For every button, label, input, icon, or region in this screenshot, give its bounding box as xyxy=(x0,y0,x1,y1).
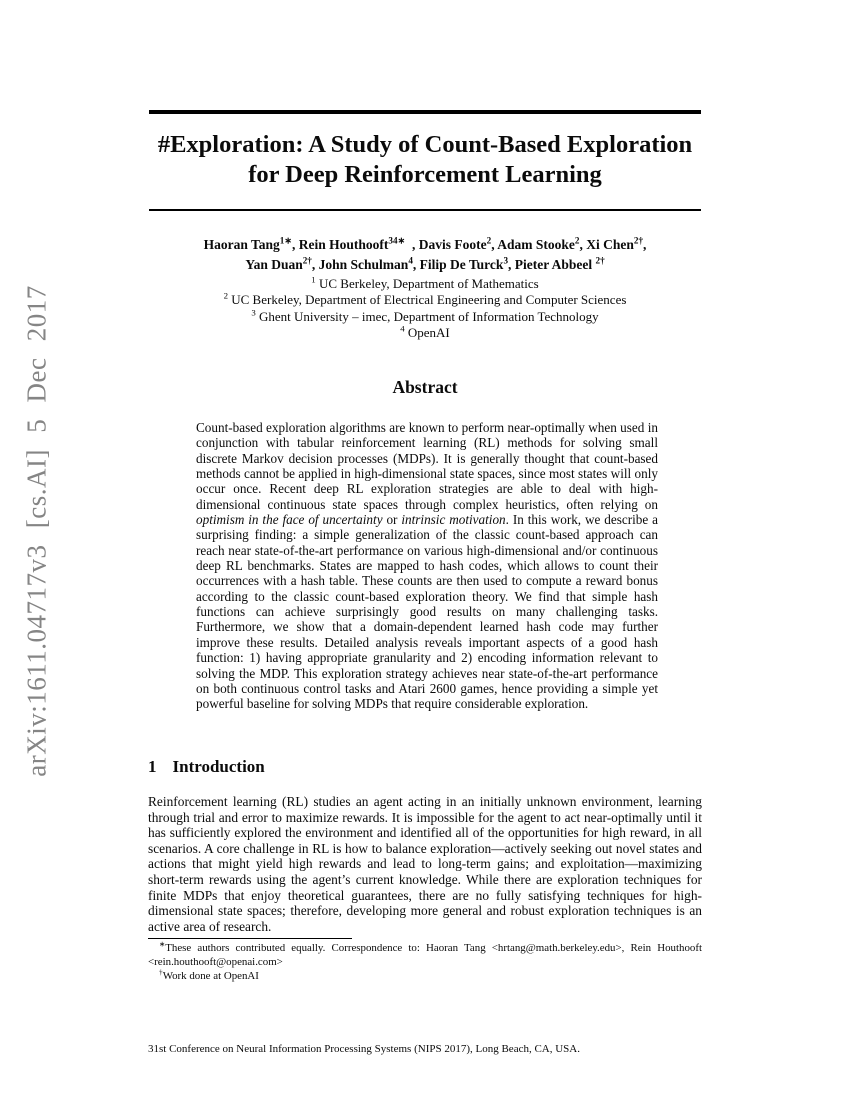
author-sep: , xyxy=(579,237,587,252)
title-top-rule xyxy=(149,110,701,114)
footnote-equal-contribution xyxy=(148,939,702,970)
author-sup: 34∗ xyxy=(388,235,406,246)
affiliation-line xyxy=(148,292,702,308)
author-sup: 2† xyxy=(595,255,605,265)
footnote-marker: † xyxy=(159,966,163,976)
author-sep: , xyxy=(292,237,299,252)
author-sup: 1∗ xyxy=(279,235,293,246)
introduction-paragraph: Reinforcement learning (RL) studies an agent acting in an initially unknown environment, learning through trial and error to maximize rewards. It is impossible for the agent to act near-optimally until it has sufficiently explored the environment and identified all of the opportunities for high reward, in all scenarios. A core challenge in RL is how to balance exploration—actively seeking out novel states and actions that might yield high rewards and lead to long-term gains; and exploitation—maximizing short-term rewards using the agent’s current knowledge. While there are exploration techniques for finite MDPs that enjoy theoretical guarantees, there are no fully satisfying techniques for high-dimensional state spaces; therefore, developing more general and robust exploration techniques is an active area of research. xyxy=(148,794,702,934)
affiliations xyxy=(148,276,702,341)
abstract-segment: . In this work, we describe a surprising finding: a simple generalization of the classic count-based approach can reach near state-of-the-art performance on various high-dimensional and/or continuous deep RL benchmarks. States are mapped to hash codes, which allows to count their occurrences with a hash table. These counts are then used to compute a reward bonus according to the classic count-based exploration theory. We find that simple hash functions can achieve surprisingly good results on many challenging tasks. Furthermore, we show that a domain-dependent learned hash code may further improve these results. Detailed analysis reveals important aspects of a good hash function: 1) having appropriate granularity and 2) encoding information relevant to solving the MDP. This exploration strategy achieves near state-of-the-art performance on both continuous control tasks and Atari 2600 games, hence providing a simple yet powerful baseline for solving MDPs that require considerable exploration. xyxy=(196,512,658,712)
author-sep: , xyxy=(311,256,319,272)
affiliation-text: OpenAI xyxy=(404,324,450,340)
author-sep: , xyxy=(412,256,420,272)
paper-title-line2: for Deep Reinforcement Learning xyxy=(248,160,602,188)
affiliation-sup: 2 xyxy=(223,290,228,301)
footnote-text: These authors contributed equally. Correspondence to: Haoran Tang <hrtang@math.berkeley.edu>, Rein Houthooft <rein.houthooft@openai.com> xyxy=(148,942,702,968)
author-name: Pieter Abbeel xyxy=(514,256,596,272)
author-sep: , xyxy=(643,237,647,252)
abstract-italic-phrase: intrinsic motivation xyxy=(401,512,506,528)
author-sup: 2† xyxy=(302,255,312,265)
author-sep: , xyxy=(508,256,515,272)
author-name: Filip De Turck xyxy=(419,256,504,272)
section-number: 1 xyxy=(148,757,157,776)
author-name: Yan Duan xyxy=(245,256,303,272)
author-name: Davis Foote xyxy=(418,237,487,252)
affiliation-text: UC Berkeley, Department of Electrical Engineering and Computer Sciences xyxy=(228,292,627,308)
affiliation-line xyxy=(148,309,702,325)
author-sep: , xyxy=(491,237,498,252)
footnotes xyxy=(148,938,702,983)
affiliation-sup: 1 xyxy=(311,274,316,285)
conference-footer: 31st Conference on Neural Information Processing Systems (NIPS 2017), Long Beach, CA, USA. xyxy=(148,1043,580,1055)
paper-title xyxy=(148,130,702,189)
affiliation-text: Ghent University – imec, Department of Information Technology xyxy=(255,308,599,324)
footnote-marker: ∗ xyxy=(159,939,166,949)
paper-page xyxy=(148,0,702,1100)
author-name: Xi Chen xyxy=(586,237,634,252)
author-line-1 xyxy=(148,235,702,255)
affiliation-sup: 3 xyxy=(251,307,256,318)
arxiv-watermark: arXiv:1611.04717v3 [cs.AI] 5 Dec 2017 xyxy=(21,285,52,777)
affiliation-text: UC Berkeley, Department of Mathematics xyxy=(315,276,539,291)
affiliation-line xyxy=(148,325,702,341)
author-sup: 2 xyxy=(574,235,580,246)
author-sup: 3 xyxy=(503,255,509,265)
footnote-work-done xyxy=(148,966,702,984)
footnote-text: Work done at OpenAI xyxy=(162,969,259,982)
affiliation-line xyxy=(148,276,702,292)
affiliation-sup: 4 xyxy=(400,323,405,334)
author-name: Adam Stooke xyxy=(497,237,575,252)
author-name: John Schulman xyxy=(318,256,409,272)
author-sep: , xyxy=(405,237,419,252)
section-heading-introduction xyxy=(148,757,702,777)
author-sup: 4 xyxy=(408,255,413,265)
abstract-segment: or xyxy=(382,512,402,528)
abstract-heading: Abstract xyxy=(392,377,458,397)
footnote-rule xyxy=(148,938,352,939)
abstract-segment: Count-based exploration algorithms are known to perform near-optimally when used in conjunction with tabular reinforcement learning (RL) methods for solving small discrete Markov decision processes (MDPs). It is generally thought that count-based methods cannot be applied in high-dimensional state spaces, since most states will only occur once. Recent deep RL exploration strategies are able to deal with high-dimensional continuous state spaces through complex heuristics, often relying on xyxy=(196,420,658,512)
author-line-2 xyxy=(148,255,702,275)
author-sup: 2† xyxy=(633,235,644,246)
author-sup: 2 xyxy=(486,235,492,246)
abstract-text xyxy=(196,420,658,712)
author-name: Haoran Tang xyxy=(203,237,280,252)
section-title: Introduction xyxy=(172,757,265,776)
title-bottom-rule xyxy=(149,209,701,211)
paper-title-line1: #Exploration: A Study of Count-Based Exploration xyxy=(157,131,693,158)
author-name: Rein Houthooft xyxy=(298,237,389,252)
abstract-italic-phrase: optimism in the face of uncertainty xyxy=(196,512,383,528)
authors xyxy=(148,235,702,274)
